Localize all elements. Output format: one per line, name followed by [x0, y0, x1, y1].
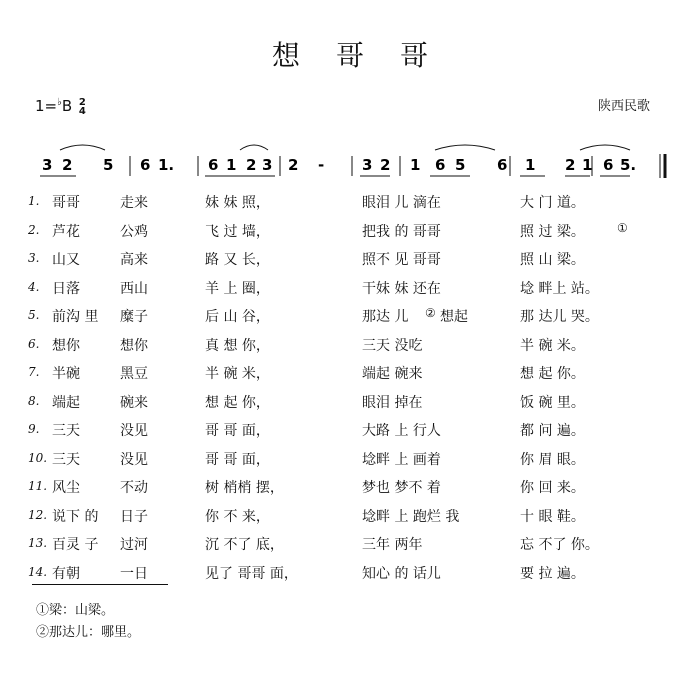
jianpu-notation: [0, 140, 700, 190]
lyric-word: 半 碗 米。: [520, 337, 585, 354]
note: 6: [140, 156, 151, 174]
lyric-word: 大 门 道。: [520, 195, 585, 211]
note: 3: [362, 156, 373, 174]
lyric-word: 你 回 来。: [520, 480, 585, 496]
slur: [60, 145, 105, 150]
lyric-word: 那 达儿 哭。: [520, 309, 599, 325]
verse-number: 10.: [28, 450, 48, 465]
lyric-word: 日落: [52, 280, 80, 297]
lyric-word: 端起: [52, 394, 80, 411]
lyric-word: 糜子: [120, 309, 148, 325]
lyric-word: 有朝: [52, 565, 80, 582]
lyric-word: 哥 哥 面，: [205, 451, 270, 468]
lyric-word: 三天: [52, 423, 80, 439]
lyric-word: 照不 见 哥哥: [362, 252, 441, 268]
lyric-word: 后 山 谷，: [205, 309, 270, 325]
note: 5: [103, 156, 114, 174]
note: 1: [582, 156, 593, 174]
footnote-mark: ①: [617, 220, 628, 235]
lyric-word: 不动: [120, 480, 148, 496]
lyric-word: 树 梢梢 摆，: [205, 480, 284, 496]
lyric-word: 把我 的 哥哥: [362, 223, 441, 240]
note-layer: [40, 145, 665, 178]
verse-number: 11.: [28, 479, 48, 493]
lyric-word: 碗来: [120, 394, 148, 411]
lyric-word: 风尘: [52, 480, 80, 496]
lyric-word: 黑豆: [120, 366, 148, 382]
lyric-word: 照 山 梁。: [520, 252, 585, 268]
lyric-word: 公鸡: [120, 223, 148, 240]
lyric-word: 埝畔 上 跑烂 我: [362, 508, 460, 525]
note: 6: [208, 156, 219, 174]
note: 2: [380, 156, 391, 174]
key-signature: [35, 97, 86, 116]
lyric-word: 三天: [52, 451, 80, 468]
lyric-word: 走来: [120, 195, 148, 211]
lyric-row: [0, 359, 700, 388]
lyric-word: 半碗: [52, 366, 80, 382]
lyric-row: [0, 188, 700, 217]
lyric-row: [0, 559, 700, 588]
lyric-word: 饭 碗 里。: [520, 394, 585, 411]
note: 3: [262, 156, 273, 174]
lyric-word: 哥哥: [52, 195, 80, 211]
lyric-row: [0, 445, 700, 474]
note: -: [318, 156, 325, 174]
lyric-word: 想你: [52, 337, 80, 354]
note: 6: [497, 156, 508, 174]
verse-number: 8.: [28, 393, 40, 408]
lyric-word: 埝畔 上 画着: [362, 451, 441, 468]
lyric-word: 你 不 来，: [205, 508, 270, 525]
note: 2: [565, 156, 576, 174]
lyric-row: [0, 473, 700, 502]
verse-number: 1.: [28, 194, 40, 208]
lyric-word: 西山: [120, 280, 148, 297]
lyric-word: 路 又 长，: [205, 252, 270, 268]
lyric-word: 见了 哥哥 面，: [205, 565, 298, 582]
lyric-word: 山又: [52, 252, 80, 268]
lyric-word: 哥 哥 面，: [205, 423, 270, 439]
lyric-row: [0, 416, 700, 445]
lyric-word: 想 起 你，: [205, 394, 270, 411]
note: 1: [226, 156, 237, 174]
lyric-row: [0, 331, 700, 360]
slur: [435, 145, 495, 150]
song-source: 陕西民歌: [597, 99, 650, 114]
lyric-word: 没见: [120, 451, 148, 468]
lyric-word: 半 碗 米，: [205, 366, 270, 382]
lyric-word: 百灵 子: [52, 537, 99, 553]
verse-number: 14.: [28, 564, 48, 579]
lyric-word: 眼泪 儿 滴在: [362, 195, 441, 211]
lyric-word: 一日: [120, 565, 148, 582]
footnotes: [36, 600, 140, 644]
note: 5: [455, 156, 466, 174]
lyric-word: 芦花: [52, 223, 80, 240]
lyric-word: 说下 的: [52, 508, 99, 525]
footnote-1: ①梁：山梁。: [36, 603, 115, 618]
lyric-word: 十 眼 鞋。: [520, 508, 585, 525]
note: 1.: [158, 156, 175, 174]
lyrics-block: [0, 188, 700, 587]
time-top: 2: [78, 96, 86, 108]
lyric-word: 大路 上 行人: [362, 423, 441, 439]
slur: [580, 145, 630, 150]
lyric-word: 那达 儿: [362, 309, 409, 325]
lyric-word: 都 问 遍。: [520, 423, 585, 439]
verse-number: 5.: [28, 308, 40, 322]
lyric-row: [0, 245, 700, 274]
lyric-word: 沉 不了 底，: [205, 537, 284, 553]
lyric-word: 妹 妹 照，: [205, 195, 270, 211]
footnote-2: ②那达儿：哪里。: [36, 625, 141, 640]
lyric-word: 想起: [440, 309, 468, 325]
lyric-word: 高来: [120, 252, 148, 268]
lyric-word: 过河: [120, 537, 148, 553]
verse-number: 6.: [28, 336, 40, 351]
lyric-word: 羊 上 圈，: [205, 280, 270, 297]
lyric-row: [0, 530, 700, 559]
time-signature: [79, 98, 86, 116]
lyric-word: 日子: [120, 508, 148, 525]
verse-number: 4.: [28, 279, 40, 294]
note: 2: [62, 156, 73, 174]
lyric-word: 要 拉 遍。: [520, 565, 585, 582]
note: 1: [525, 156, 536, 174]
note: 3: [42, 156, 53, 174]
note: 5.: [620, 156, 637, 174]
lyric-word: 梦也 梦不 着: [362, 480, 441, 496]
flat-sign: ♭: [57, 97, 62, 108]
note: 1: [410, 156, 421, 174]
lyric-word: 想 起 你。: [520, 366, 585, 382]
notation-svg: [0, 140, 700, 190]
lyric-word: 没见: [120, 423, 148, 439]
footnote-rule: [32, 584, 168, 585]
note: 6: [435, 156, 446, 174]
key-note: B: [61, 97, 73, 115]
page-title: 想哥哥: [271, 39, 464, 72]
lyric-word: 三年 两年: [362, 537, 423, 553]
note: 2: [288, 156, 299, 174]
lyric-row: [0, 274, 700, 303]
verse-number: 13.: [28, 536, 48, 550]
verse-number: 3.: [28, 251, 40, 265]
slur: [240, 145, 268, 150]
lyric-word: 眼泪 掉在: [362, 394, 423, 411]
lyric-word: 忘 不了 你。: [520, 537, 599, 553]
lyric-word: 想你: [120, 337, 148, 354]
lyric-row: [0, 502, 700, 531]
lyric-word: 前沟 里: [52, 309, 99, 325]
note: 6: [603, 156, 614, 174]
lyric-word: 埝 畔上 站。: [520, 280, 599, 297]
note: 2: [246, 156, 257, 174]
lyric-row: [0, 388, 700, 417]
key-prefix: 1=: [35, 97, 58, 115]
verse-number: 9.: [28, 422, 40, 436]
lyric-word: 飞 过 墙，: [205, 223, 270, 240]
lyric-row: [0, 302, 700, 331]
lyric-word: 干妹 妹 还在: [362, 280, 441, 297]
lyric-word: 照 过 梁。: [520, 223, 585, 240]
verse-number: 2.: [28, 222, 40, 237]
time-bottom: 4: [78, 105, 86, 117]
lyric-row: [0, 217, 700, 246]
lyric-word: 端起 碗来: [362, 366, 423, 382]
verse-number: 7.: [28, 365, 40, 379]
verse-number: 12.: [28, 507, 48, 522]
footnote-mark: ②: [425, 306, 436, 320]
lyric-word: 真 想 你，: [205, 337, 270, 354]
lyric-word: 三天 没吃: [362, 337, 423, 354]
lyric-word: 你 眉 眼。: [520, 451, 585, 468]
lyric-word: 知心 的 话儿: [362, 565, 441, 582]
